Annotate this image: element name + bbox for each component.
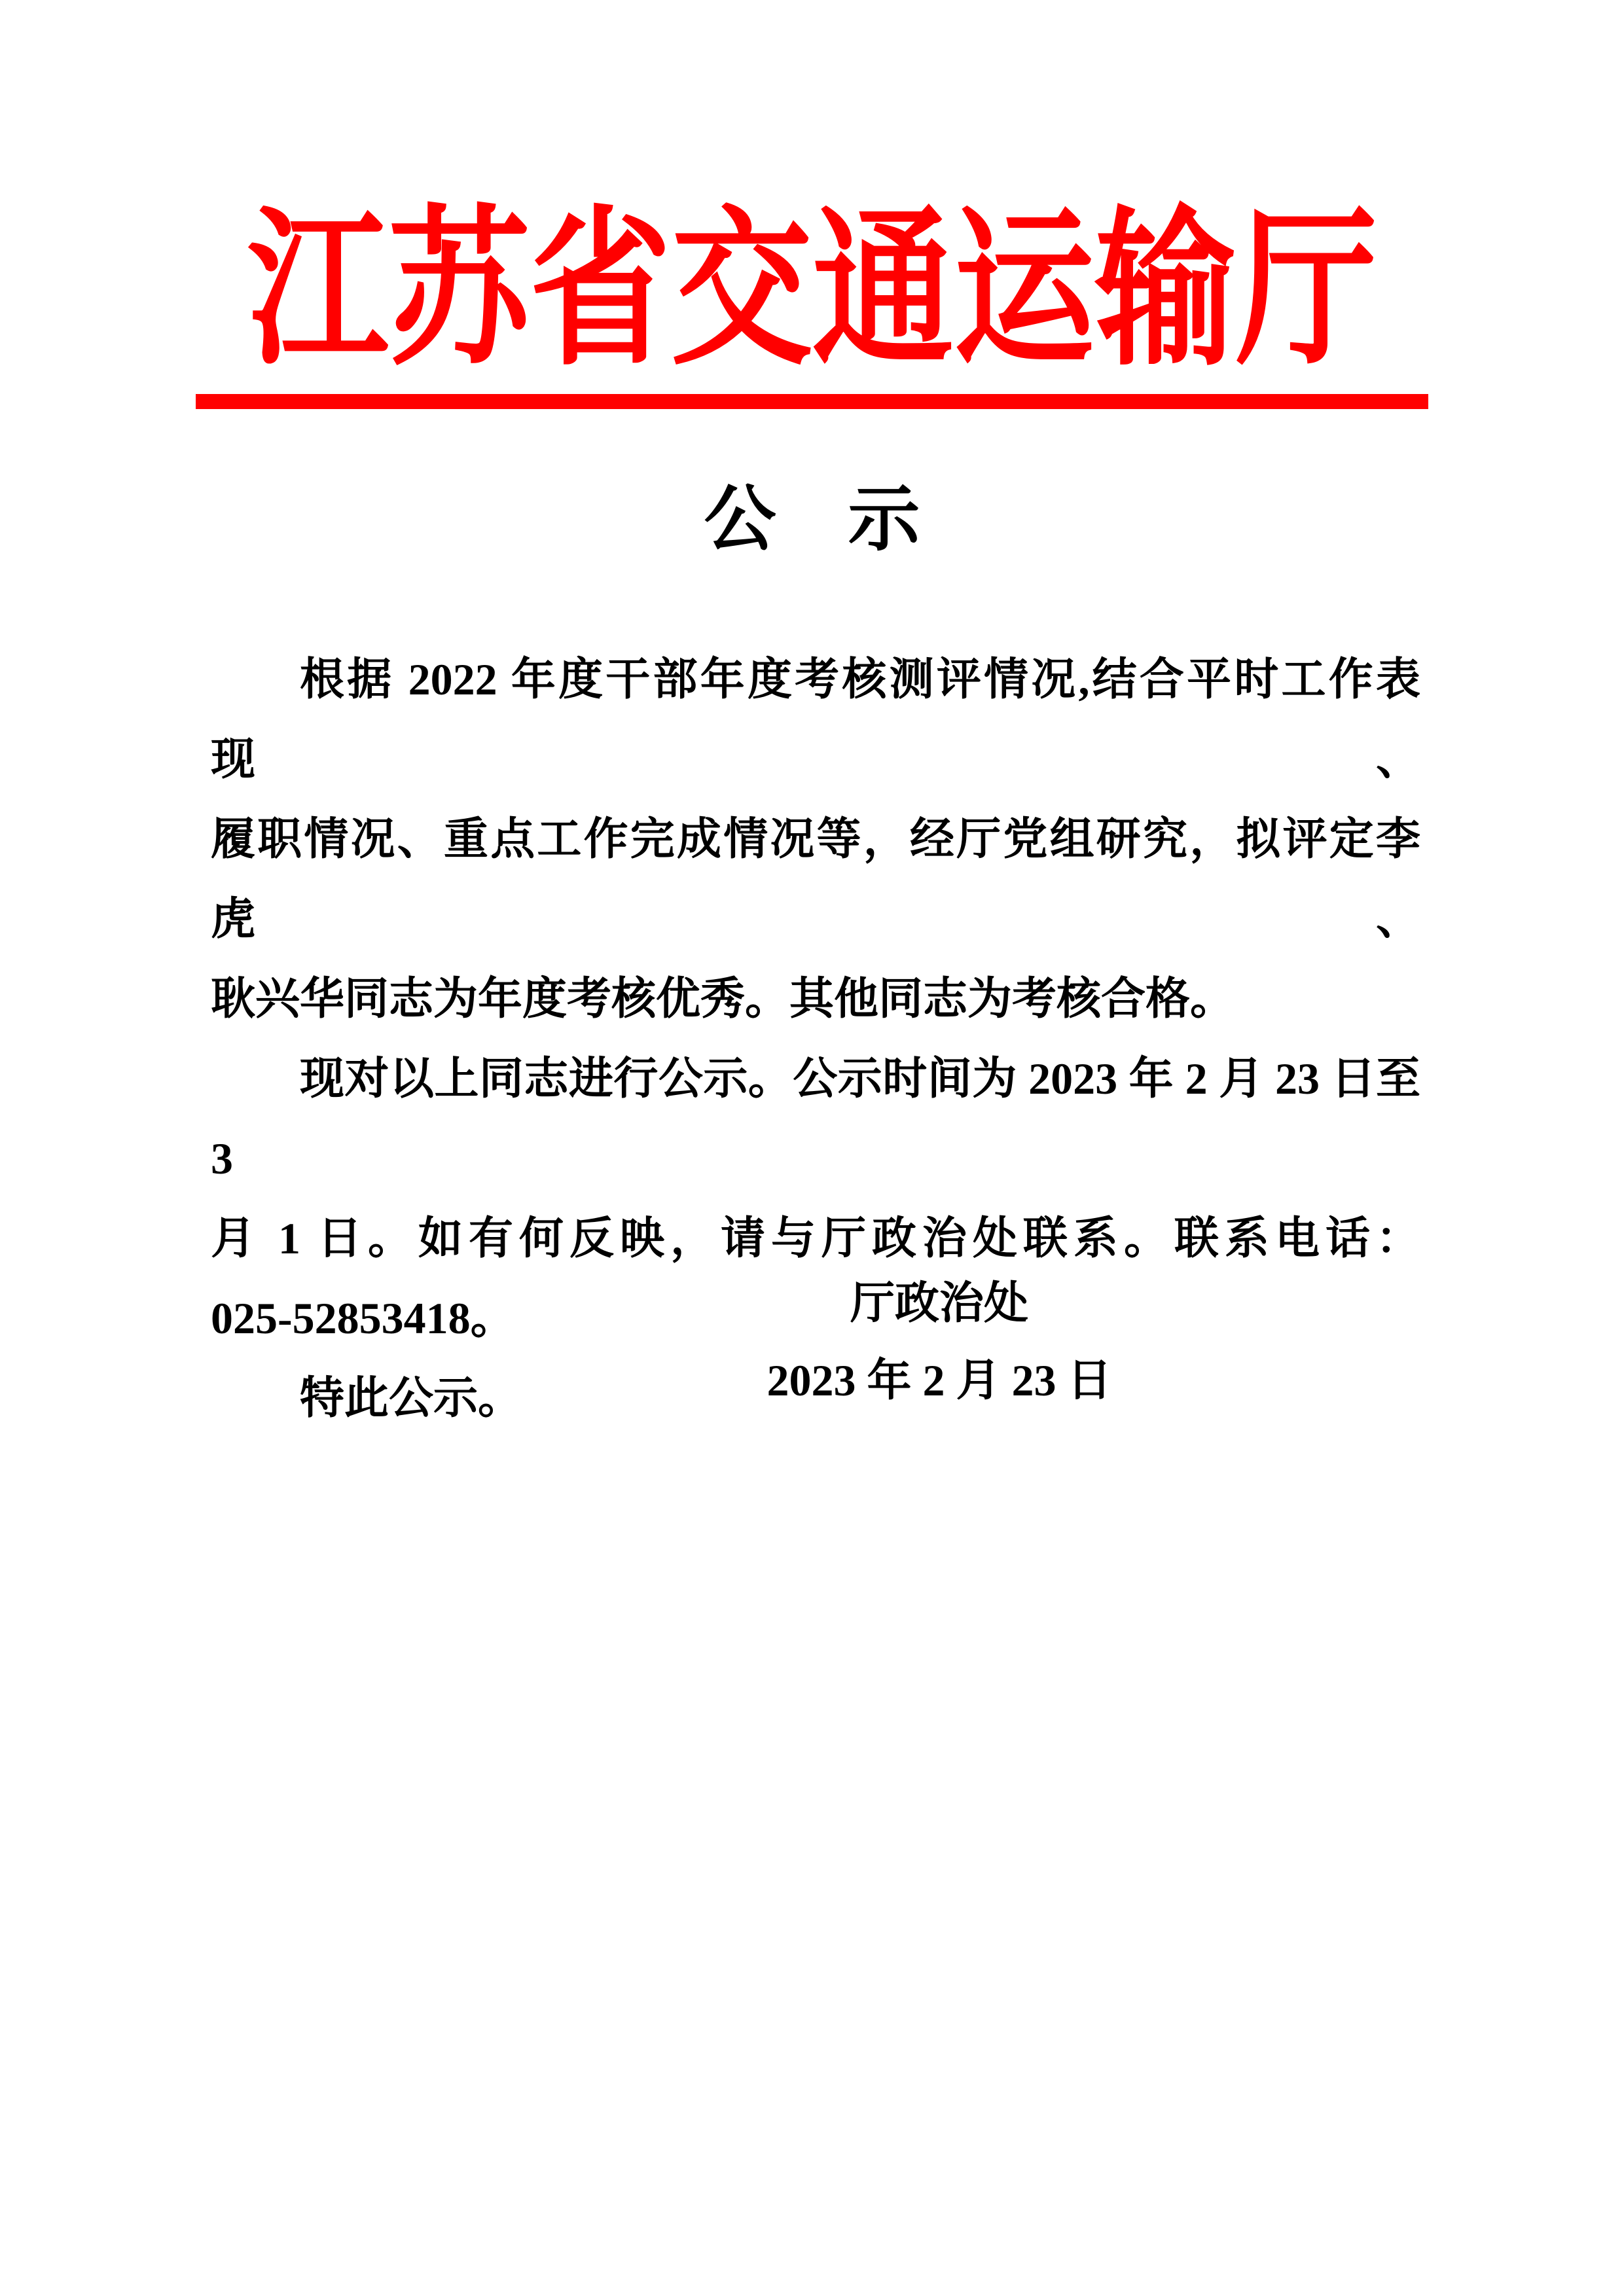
red-divider-line (196, 394, 1428, 409)
signature-date: 2023 年 2 月 23 日 (767, 1355, 1112, 1405)
paragraph-2-line-1: 现对以上同志进行公示。公示时间为 2023 年 2 月 23 日至 3 (211, 1054, 1420, 1183)
document-title: 公 示 (704, 480, 920, 560)
letterhead (0, 197, 1624, 386)
paragraph-2-line-3-phone: 025-52853418。 (211, 1293, 515, 1343)
letterhead-org-title: 江苏省交通运输厅 (247, 197, 1377, 386)
paragraph-2-line-2: 月 1 日。如有何反映，请与厅政治处联系。联系电话： (211, 1213, 1420, 1263)
paragraph-1-line-2: 履职情况、重点工作完成情况等，经厅党组研究，拟评定李虎、 (211, 814, 1420, 944)
signature-department: 厅政治处 (850, 1278, 1028, 1328)
paragraph-1-line-3: 耿兴华同志为年度考核优秀。其他同志为考核合格。 (211, 974, 1235, 1024)
paragraph-1-line-1: 根据 2022 年度干部年度考核测评情况,结合平时工作表现、 (211, 655, 1420, 784)
paragraph-3-line-1: 特此公示。 (300, 1373, 523, 1423)
